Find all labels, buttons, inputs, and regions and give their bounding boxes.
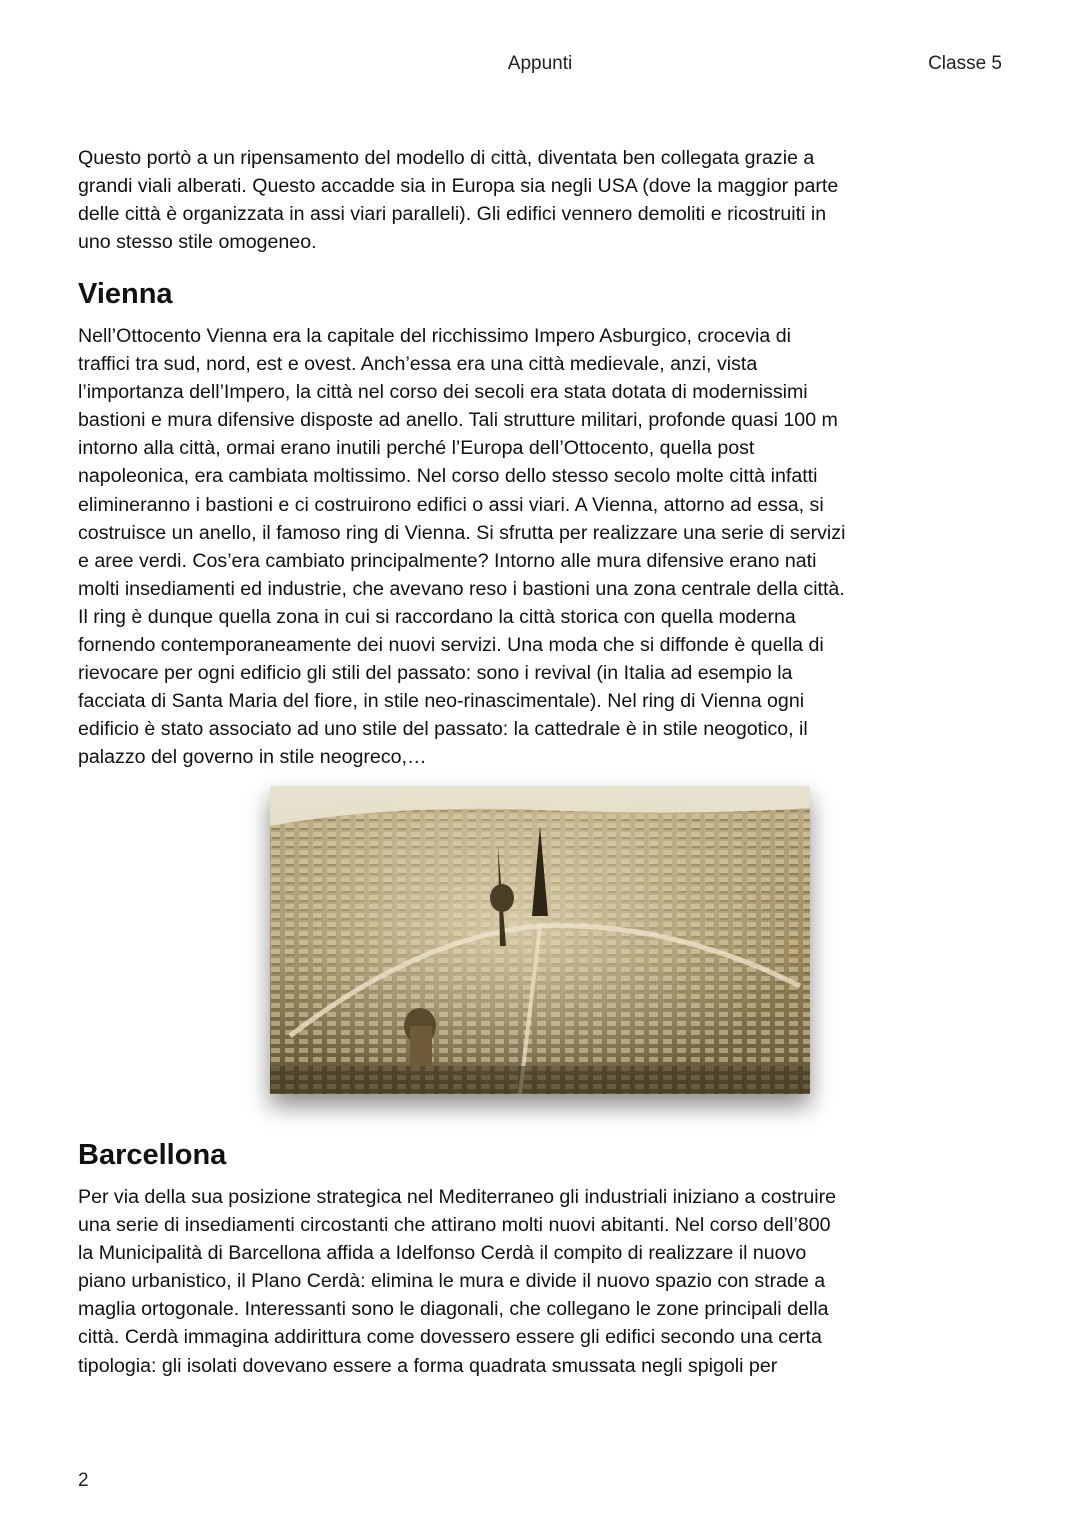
barcellona-line: una serie di insediamenti circostanti che attirano molti nuovi abitanti. Nel corso dell’800 (78, 1214, 831, 1237)
vienna-line: elimineranno i bastioni e ci costruirono edifici o assi viari. A Vienna, attorno ad essa, si (78, 493, 824, 516)
vienna-heading: Vienna (78, 278, 173, 310)
barcellona-line: maglia ortogonale. Interessanti sono le diagonali, che collegano le zone principali della (78, 1298, 829, 1321)
vienna-panorama-image (270, 786, 810, 1094)
intro-line: Questo portò a un ripensamento del modello di città, diventata ben collegata grazie a (78, 147, 815, 169)
intro-paragraph (78, 144, 1008, 256)
intro-line: grandi viali alberati. Questo accadde sia in Europa sia negli USA (dove la maggior parte (78, 175, 839, 198)
vienna-line: Nell’Ottocento Vienna era la capitale del ricchissimo Impero Asburgico, crocevia di (78, 325, 791, 347)
intro-line: delle città è organizzata in assi viari paralleli). Gli edifici vennero demoliti e ricostruiti in (78, 203, 827, 226)
vienna-line: palazzo del governo in stile neogreco,… (78, 746, 427, 769)
barcellona-heading: Barcellona (78, 1139, 227, 1171)
header-title: Appunti (507, 53, 573, 74)
vienna-line: l’importanza dell’Impero, la città nel corso dei secoli era stata dotata di modernissimi (78, 381, 808, 404)
page-number: 2 (78, 1470, 89, 1491)
vienna-line: molti insediamenti ed industrie, che avevano reso i bastioni una zona centrale della città. (78, 577, 845, 600)
intro-line: uno stesso stile omogeneo. (78, 231, 317, 254)
vienna-line: facciata di Santa Maria del fiore, in stile neo-rinascimentale). Nel ring di Vienna ogni (78, 690, 805, 713)
vienna-line: bastioni e mura difensive disposte ad anello. Tali strutture militari, profonde quasi 100 m (78, 409, 838, 432)
vienna-line: traffici tra sud, nord, est e ovest. Anch’essa era una città medievale, anzi, vista (78, 353, 758, 376)
barcellona-paragraph (78, 1183, 1008, 1380)
vienna-line: intorno alla città, ormai erano inutili perché l’Europa dell’Ottocento, quella post (78, 437, 755, 460)
vienna-line: edificio è stato associato ad uno stile del passato: la cattedrale è in stile neogotico, il (78, 718, 808, 741)
vienna-line: costruisce un anello, il famoso ring di Vienna. Si sfrutta per realizzare una serie di servizi (78, 521, 846, 544)
barcellona-line: città. Cerdà immagina addirittura come dovessero essere gli edifici secondo una certa (78, 1326, 822, 1349)
vienna-panorama-illustration (270, 786, 810, 1094)
barcellona-line: piano urbanistico, il Plano Cerdà: elimina le mura e divide il nuovo spazio con strade a (78, 1270, 826, 1293)
vienna-line: Il ring è dunque quella zona in cui si raccordano la città storica con quella moderna (78, 605, 796, 628)
barcellona-line: tipologia: gli isolati dovevano essere a forma quadrata smussata negli spigoli per (78, 1354, 778, 1377)
vienna-line: rievocare per ogni edificio gli stili del passato: sono i revival (in Italia ad esempio la (78, 662, 793, 685)
vienna-line: e aree verdi. Cos’era cambiato principalmente? Intorno alle mura difensive erano nati (78, 549, 817, 572)
vienna-line: fornendo contemporaneamente dei nuovi servizi. Una moda che si diffonde è quella di (78, 634, 824, 657)
vienna-paragraph (78, 322, 1008, 772)
barcellona-line: Per via della sua posizione strategica nel Mediterraneo gli industriali iniziano a costruire (78, 1186, 837, 1208)
barcellona-line: la Municipalità di Barcellona affida a Idelfonso Cerdà il compito di realizzare il nuovo (78, 1242, 807, 1265)
vienna-line: napoleonica, era cambiata moltissimo. Nel corso dello stesso secolo molte città infatti (78, 465, 818, 488)
header-class-label: Classe 5 (928, 53, 1002, 74)
